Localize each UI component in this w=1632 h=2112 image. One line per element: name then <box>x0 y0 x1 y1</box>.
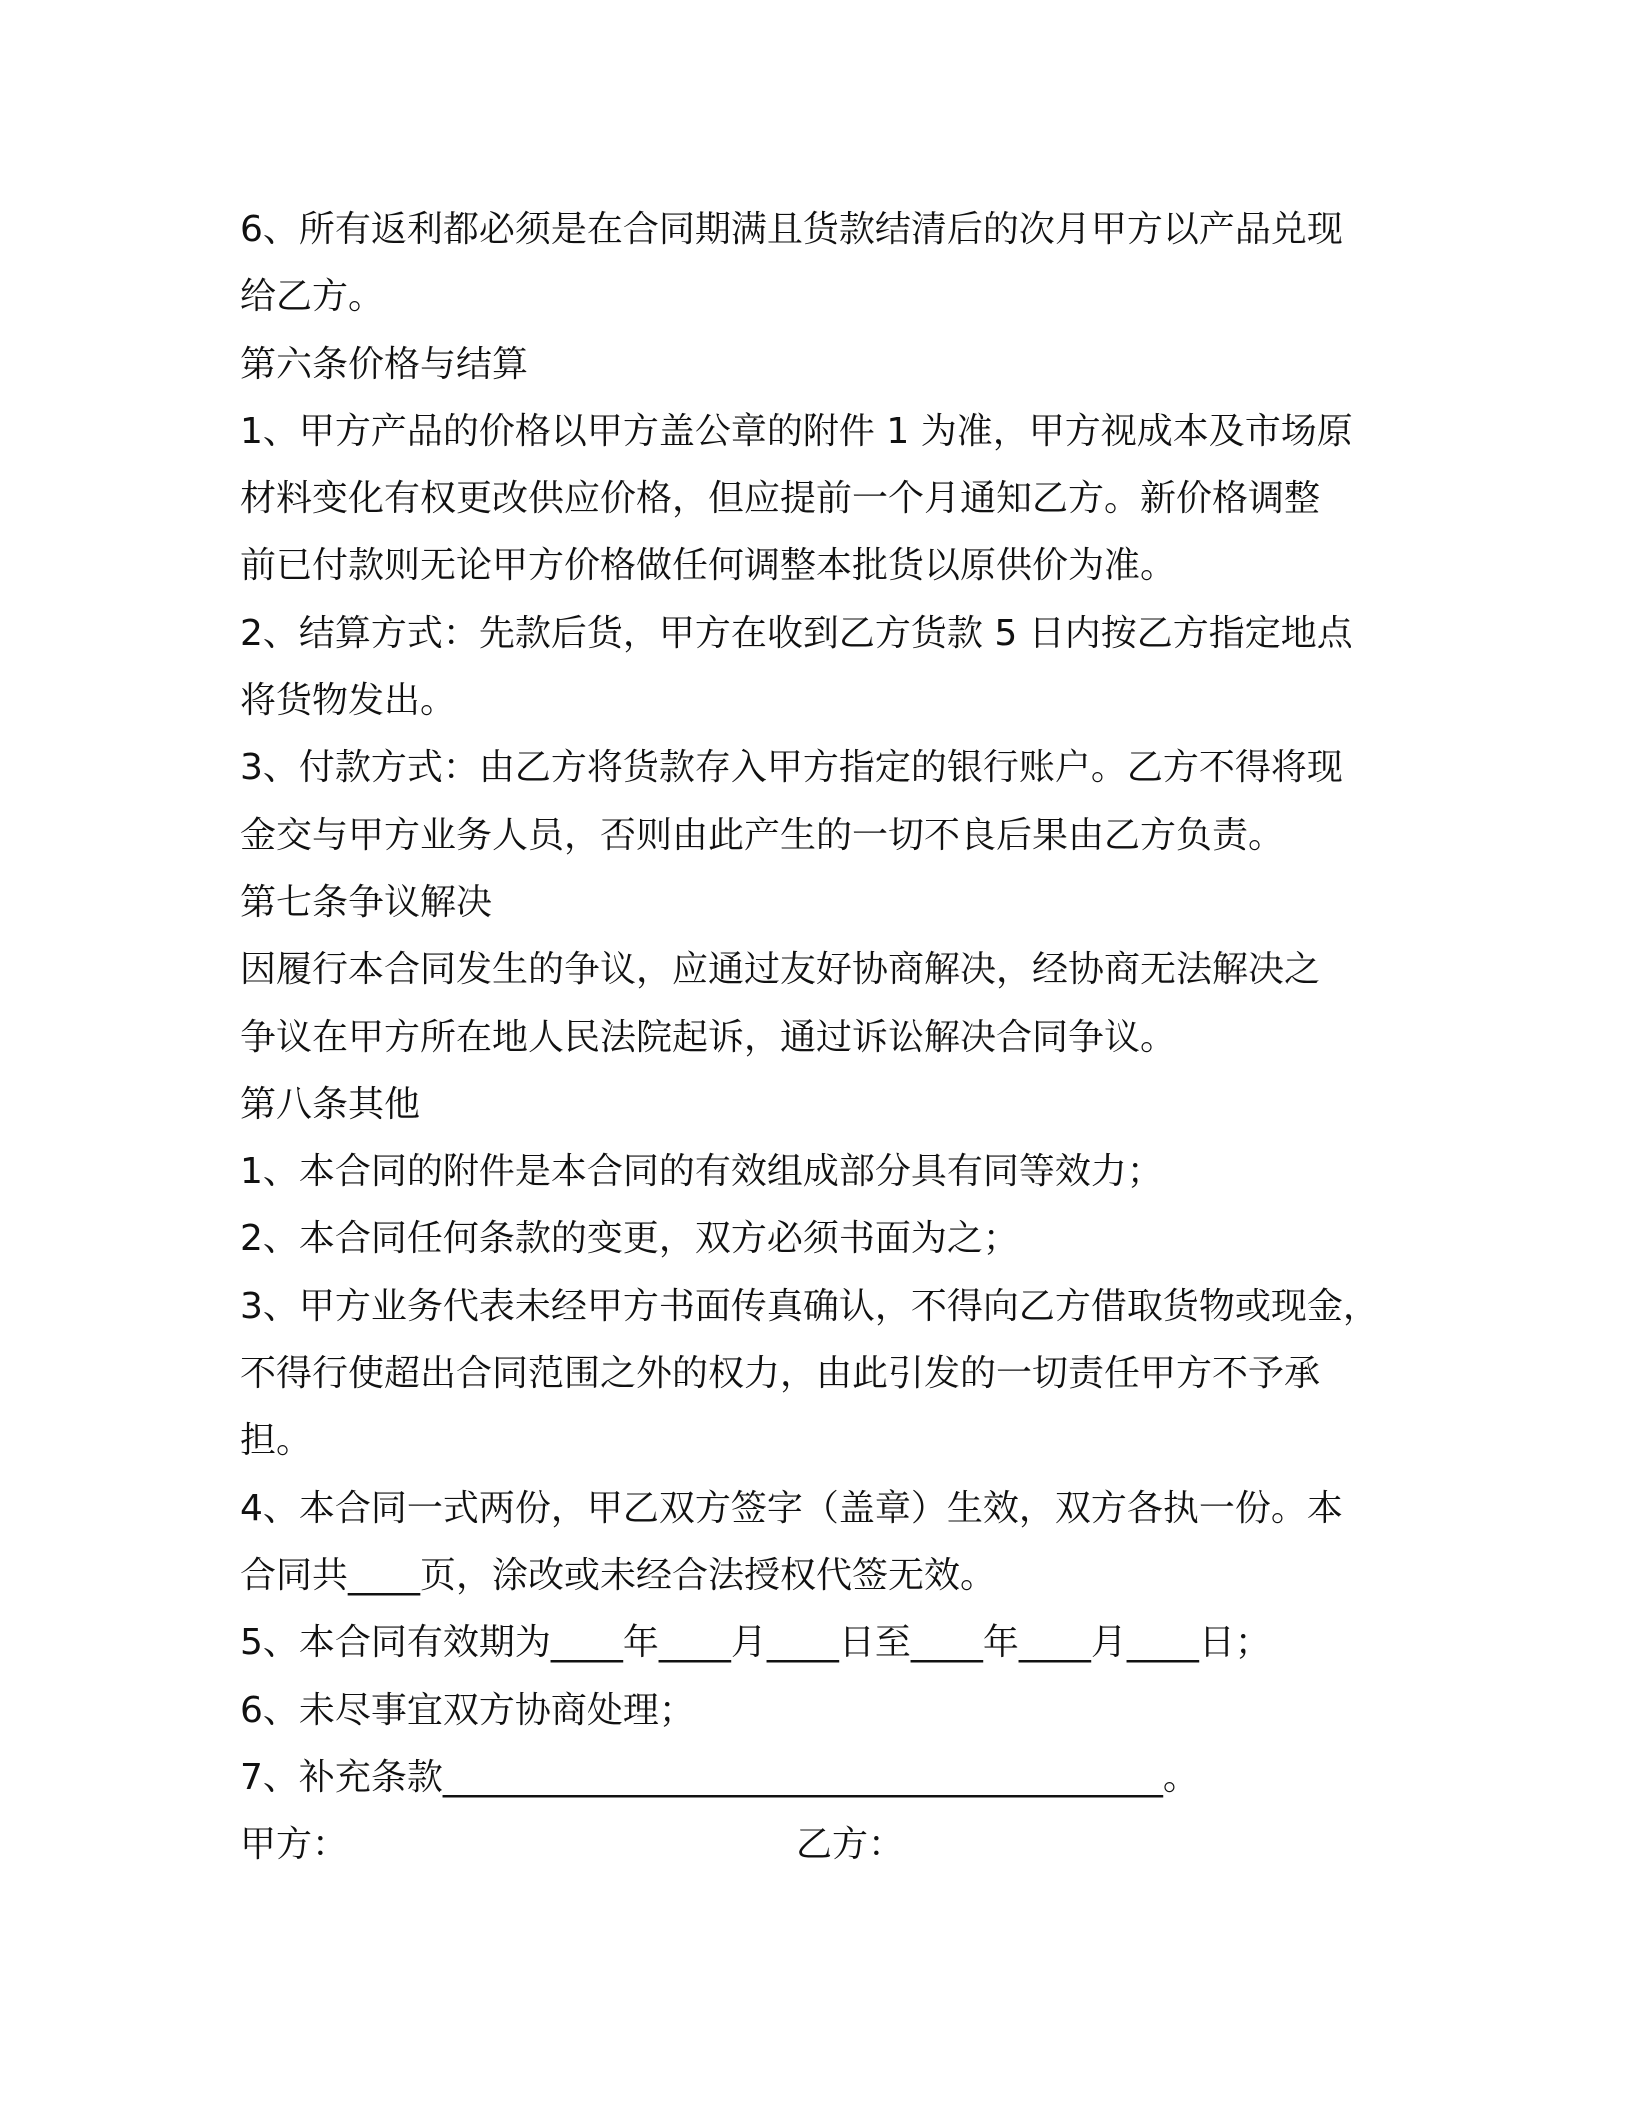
text-line: 合同共____页，涂改或未经合法授权代签无效。 <box>240 1554 997 1596</box>
section-heading: 第七条争议解决 <box>240 881 493 923</box>
text-line: 将货物发出。 <box>240 680 457 722</box>
text-line: 3、甲方业务代表未经甲方书面传真确认，不得向乙方借取货物或现金， <box>240 1285 1379 1327</box>
text-line: 前已付款则无论甲方价格做任何调整本批货以原供价为准。 <box>240 545 1177 587</box>
text-line: 金交与甲方业务人员，否则由此产生的一切不良后果由乙方负责。 <box>240 814 1285 856</box>
signature-row <box>240 1811 1420 1878</box>
text-line: 担。 <box>240 1420 313 1462</box>
text-line: 6、未尽事宜双方协商处理； <box>240 1689 695 1731</box>
section-heading: 第八条其他 <box>240 1083 421 1125</box>
text-line: 给乙方。 <box>240 276 385 318</box>
text-line: 5、本合同有效期为____年____月____日至____年____月____日； <box>240 1622 1271 1664</box>
text-line: 7、补充条款________________________________________。 <box>240 1756 1199 1798</box>
party-a-label: 甲方： <box>240 1824 349 1866</box>
text-line: 1、本合同的附件是本合同的有效组成部分具有同等效力； <box>240 1151 1163 1193</box>
text-line: 2、结算方式：先款后货，甲方在收到乙方货款 5 日内按乙方指定地点 <box>240 612 1353 654</box>
text-line: 不得行使超出合同范围之外的权力，由此引发的一切责任甲方不予承 <box>240 1353 1321 1395</box>
text-line: 因履行本合同发生的争议，应通过友好协商解决，经协商无法解决之 <box>240 949 1321 991</box>
text-line: 1、甲方产品的价格以甲方盖公章的附件 1 为准，甲方视成本及市场原 <box>240 410 1353 452</box>
contract-page <box>240 196 1420 1878</box>
text-line: 4、本合同一式两份，甲乙双方签字（盖章）生效，双方各执一份。本 <box>240 1487 1343 1529</box>
party-b-label: 乙方： <box>796 1824 905 1866</box>
text-line: 2、本合同任何条款的变更，双方必须书面为之； <box>240 1218 1019 1260</box>
section-heading: 第六条价格与结算 <box>240 343 529 385</box>
text-line: 材料变化有权更改供应价格，但应提前一个月通知乙方。新价格调整 <box>240 478 1321 520</box>
text-line: 3、付款方式：由乙方将货款存入甲方指定的银行账户。乙方不得将现 <box>240 747 1343 789</box>
text-line: 6、所有返利都必须是在合同期满且货款结清后的次月甲方以产品兑现 <box>240 209 1343 250</box>
text-line: 争议在甲方所在地人民法院起诉，通过诉讼解决合同争议。 <box>240 1016 1177 1058</box>
